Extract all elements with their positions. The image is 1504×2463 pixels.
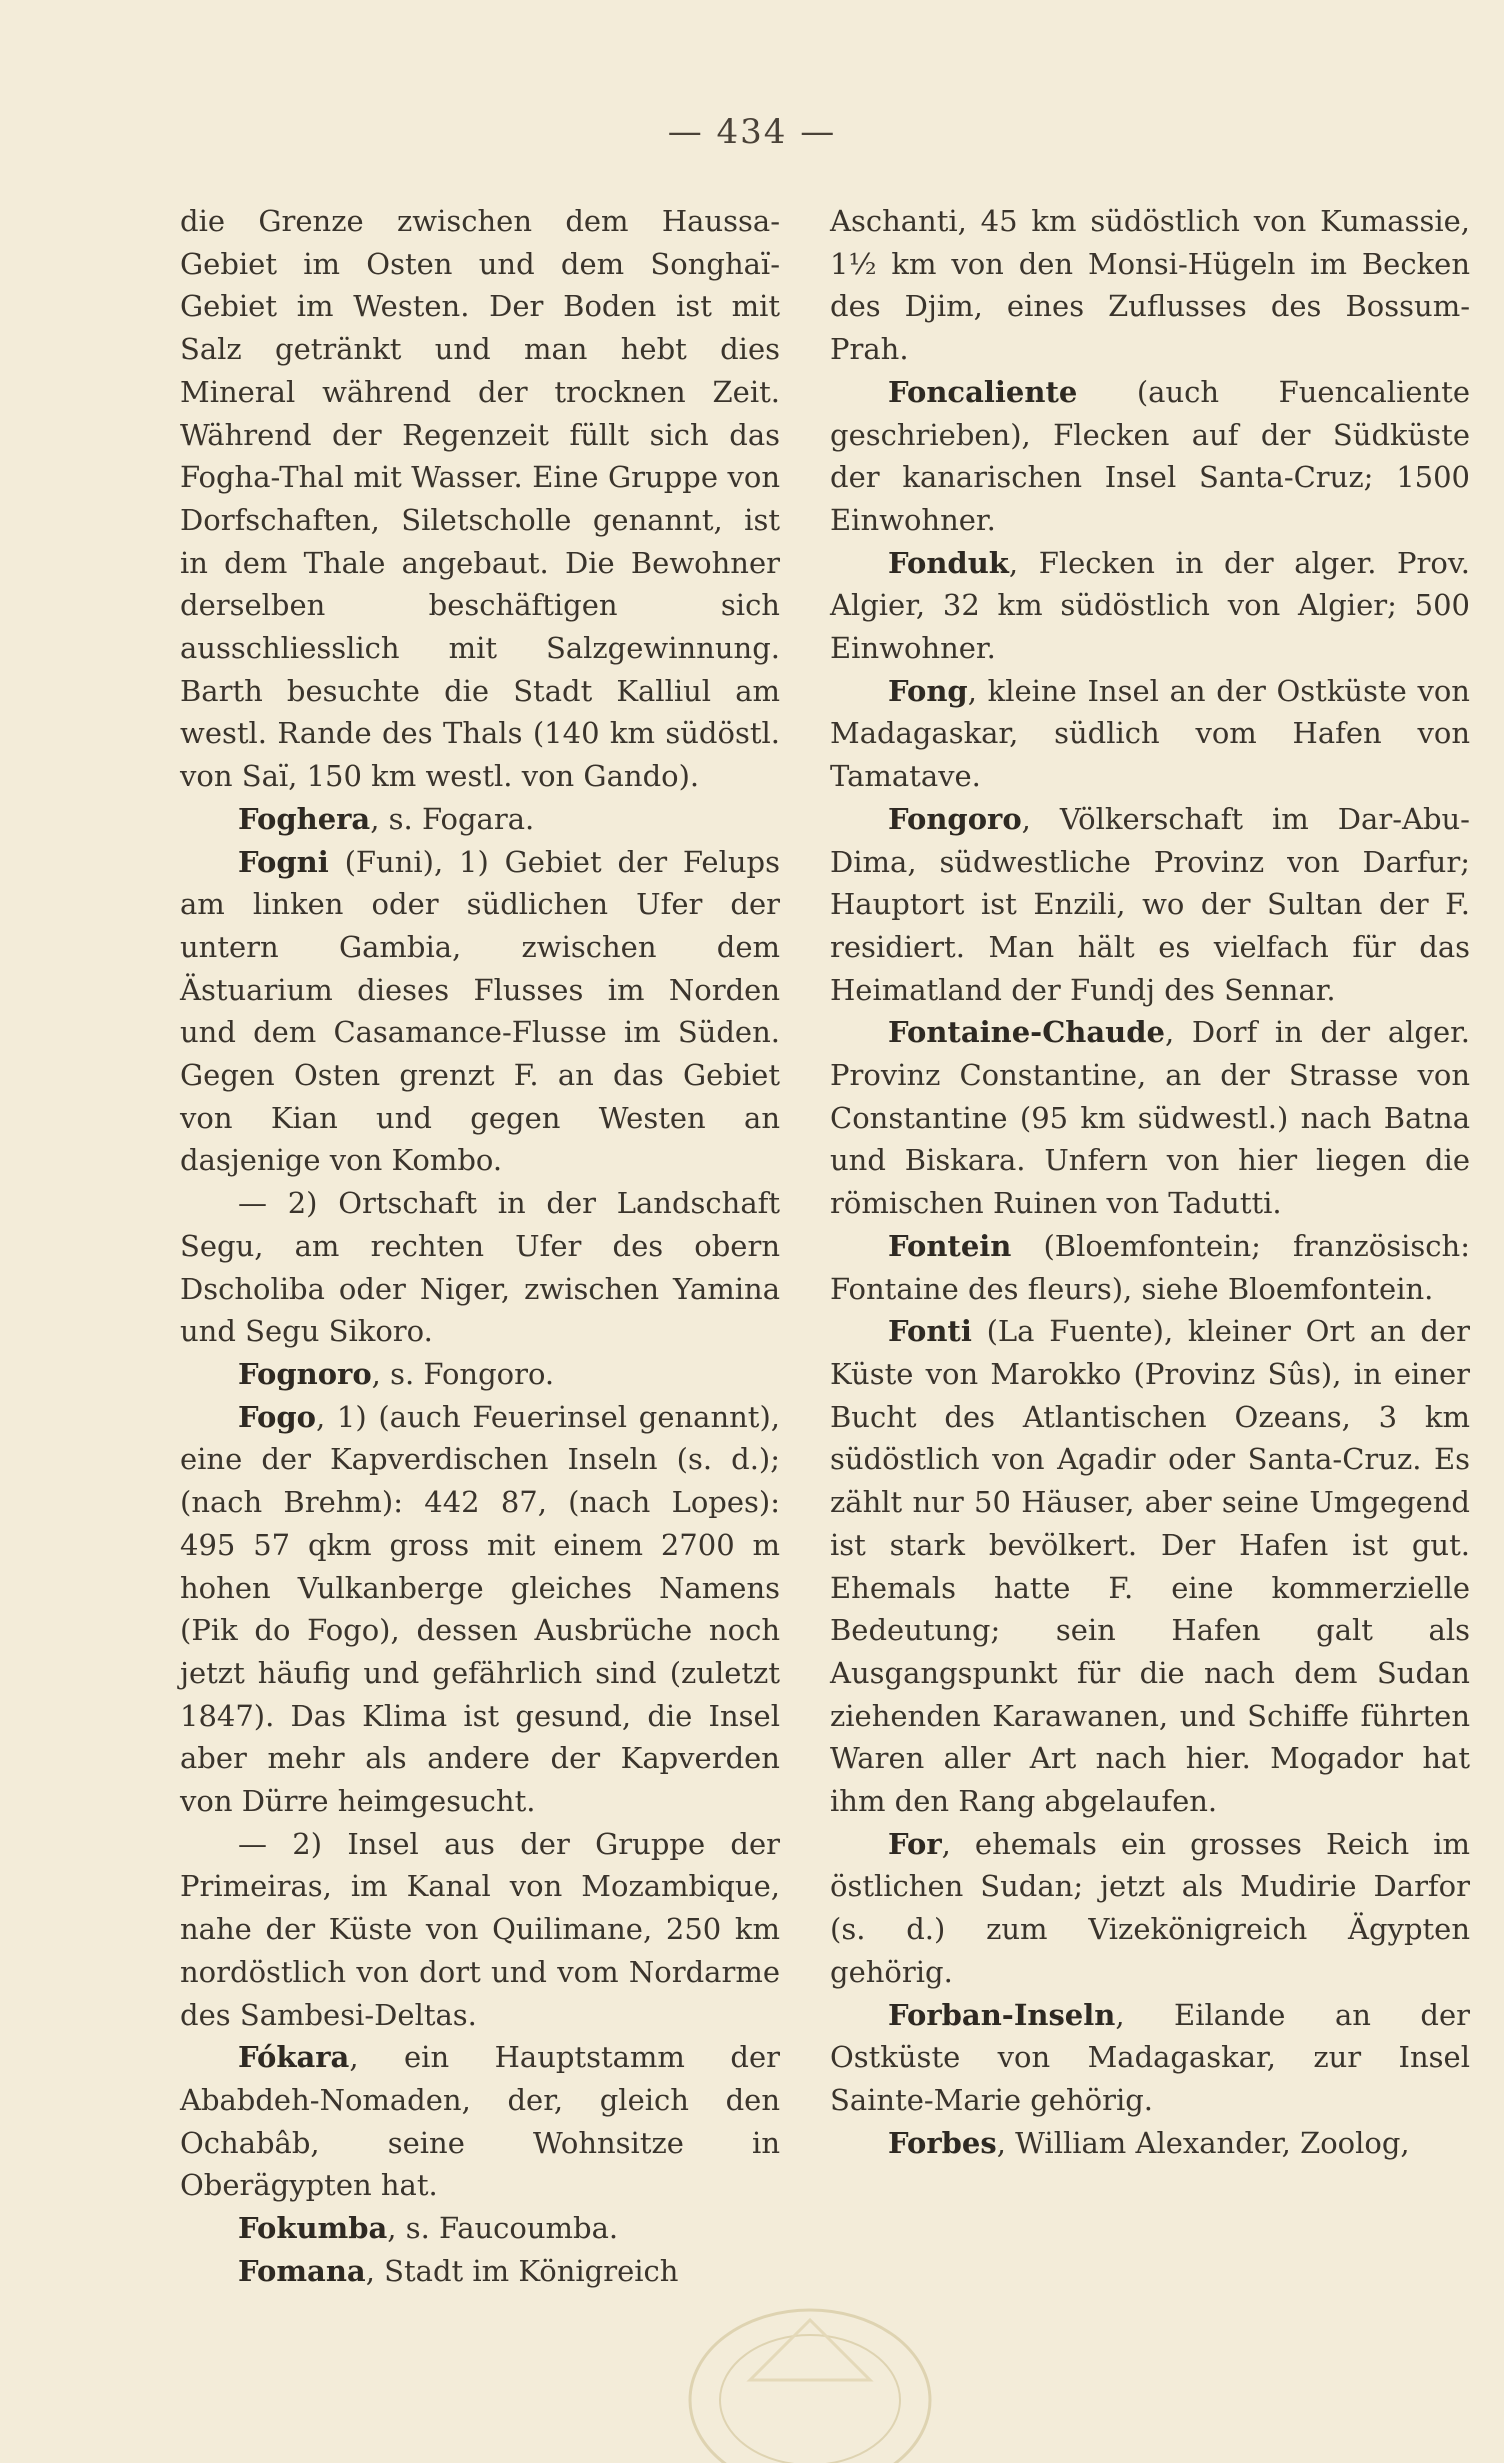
- dictionary-entry: [180, 1823, 780, 2037]
- dictionary-entry: [830, 1011, 1470, 1225]
- dictionary-entry: [180, 1396, 780, 1823]
- entry-text: , Völkerschaft im Dar-Abu-Dima, südwestliche Provinz von Darfur; Hauptort ist Enzili, wo der Sultan der F. residiert. Man hält es vielfach für das Heimatland der Fundj des Sennar.: [830, 801, 1470, 1007]
- entry-headword: Fokumba: [238, 2211, 388, 2246]
- entry-text: , Stadt im Königreich: [365, 2253, 679, 2288]
- entry-headword: Fomana: [238, 2253, 366, 2288]
- dictionary-entry: [180, 2036, 780, 2207]
- entry-text: , Eilande an der Ostküste von Madagaskar, zur Insel Sainte-Marie gehörig.: [830, 1997, 1470, 2117]
- entry-headword: Fonti: [888, 1314, 972, 1349]
- dictionary-entry: [830, 798, 1470, 1012]
- entry-text: , s. Fogara.: [370, 801, 535, 836]
- dictionary-entry: [830, 2122, 1470, 2165]
- dictionary-entry: [830, 371, 1470, 542]
- right-column: [830, 200, 1470, 2164]
- dictionary-entry: [180, 798, 780, 841]
- entry-text: , Flecken in der alger. Prov. Algier, 32 km südöstlich von Algier; 500 Einwohner.: [830, 545, 1470, 666]
- entry-headword: Fongoro: [888, 801, 1022, 836]
- entry-headword: Fogni: [238, 844, 329, 879]
- entry-headword: Fontaine-Chaude: [888, 1015, 1165, 1050]
- entry-text: — 2) Insel aus der Gruppe der Primeiras, im Kanal von Mozambique, nahe der Küste von Quilimane, 250 km nordöstlich von dort und vom Nordarme des Sambesi-Deltas.: [180, 1826, 780, 2032]
- entry-text: , Dorf in der alger. Provinz Constantine, an der Strasse von Constantine (95 km südwestl.) nach Batna und Biskara. Unfern von hier liegen die römischen Ruinen von Tadutti.: [830, 1015, 1470, 1221]
- entry-headword: For: [888, 1826, 942, 1861]
- dictionary-entry: [830, 1994, 1470, 2122]
- entry-headword: Fong: [888, 673, 968, 708]
- dictionary-entry: [830, 200, 1470, 371]
- entry-text: (auch Fuencaliente geschrieben), Flecken auf der Südküste der kanarischen Insel Santa-Cruz; 1500 Einwohner.: [830, 374, 1470, 537]
- entry-headword: Forbes: [888, 2125, 997, 2160]
- entry-headword: Fogo: [238, 1399, 316, 1434]
- dictionary-entry: [180, 841, 780, 1183]
- dictionary-entry: [830, 542, 1470, 670]
- dictionary-entry: [830, 1823, 1470, 1994]
- entry-text: , 1) (auch Feuerinsel genannt), eine der Kapverdischen Inseln (s. d.); (nach Brehm): 442 87, (nach Lopes): 495 57 qkm gross mit einem 2700 m hohen Vulkanberge gleiches Namens (Pik do Fogo), dessen Ausbrüche noch jetzt häufig und gefährlich sind (zuletzt 1847). Das Klima ist gesund, die Insel aber mehr als andere der Kapverden von Dürre heimgesucht.: [180, 1399, 780, 1819]
- entry-headword: Fontein: [888, 1228, 1012, 1263]
- dictionary-entry: [180, 1353, 780, 1396]
- entry-text: — 2) Ortschaft in der Landschaft Segu, am rechten Ufer des obern Dscholiba oder Niger, zwischen Yamina und Segu Sikoro.: [180, 1186, 780, 1349]
- dictionary-entry: [830, 1310, 1470, 1822]
- entry-text: (La Fuente), kleiner Ort an der Küste von Marokko (Provinz Sûs), in einer Bucht des Atlantischen Ozeans, 3 km südöstlich von Agadir oder Santa-Cruz. Es zählt nur 50 Häuser, aber seine Umgegend ist stark bevölkert. Der Hafen ist gut. Ehemals hatte F. eine kommerzielle Bedeutung; sein Hafen galt als Ausgangspunkt für die nach dem Sudan ziehenden Karawanen, und Schiffe führten Waren aller Art nach hier. Mogador hat ihm den Rang abgelaufen.: [830, 1314, 1470, 1819]
- entry-text: (Funi), 1) Gebiet der Felups am linken oder südlichen Ufer der untern Gambia, zwischen dem Ästuarium dieses Flusses im Norden und dem Casamance-Flusse im Süden. Gegen Osten grenzt F. an das Gebiet von Kian und gegen Westen an dasjenige von Kombo.: [180, 844, 780, 1178]
- dictionary-entry: [180, 2207, 780, 2250]
- entry-text: Aschanti, 45 km südöstlich von Kumassie, 1½ km von den Monsi-Hügeln im Becken des Djim, eines Zuflusses des Bossum-Prah.: [830, 204, 1470, 367]
- entry-headword: Foghera: [238, 801, 371, 836]
- entry-text: , s. Faucoumba.: [387, 2211, 619, 2246]
- entry-text: , ehemals ein grosses Reich im östlichen Sudan; jetzt als Mudirie Darfor (s. d.) zum Vizekönigreich Ägypten gehörig.: [830, 1826, 1470, 1989]
- left-column: [180, 200, 780, 2292]
- entry-text: die Grenze zwischen dem Haussa-Gebiet im Osten und dem Songhaï-Gebiet im Westen. Der Boden ist mit Salz getränkt und man hebt dies Mineral während der trocknen Zeit. Während der Regenzeit füllt sich das Fogha-Thal mit Wasser. Eine Gruppe von Dorfschaften, Siletscholle genannt, ist in dem Thale angebaut. Die Bewohner derselben beschäftigen sich ausschliesslich mit Salzgewinnung. Barth besuchte die Stadt Kalliul am westl. Rande des Thals (140 km südöstl. von Saï, 150 km westl. von Gando).: [180, 204, 780, 794]
- library-stamp-icon: [660, 2280, 960, 2463]
- entry-text: , kleine Insel an der Ostküste von Madagaskar, südlich vom Hafen von Tamatave.: [830, 673, 1470, 794]
- entry-headword: Fókara: [238, 2040, 350, 2075]
- entry-headword: Foncaliente: [888, 374, 1078, 409]
- dictionary-entry: [180, 1182, 780, 1353]
- entry-headword: Fonduk: [888, 545, 1009, 580]
- entry-headword: Forban-Inseln: [888, 1997, 1116, 2032]
- entry-text: , William Alexander, Zoolog,: [996, 2125, 1410, 2160]
- dictionary-entry: [830, 670, 1470, 798]
- entry-headword: Fognoro: [238, 1356, 372, 1391]
- page-number: — 434 —: [667, 112, 837, 152]
- dictionary-entry: [830, 1225, 1470, 1310]
- dictionary-entry: [180, 200, 780, 798]
- entry-text: , ein Hauptstamm der Ababdeh-Nomaden, der, gleich den Ochabâb, seine Wohnsitze in Oberägypten hat.: [180, 2040, 780, 2203]
- entry-text: , s. Fongoro.: [371, 1356, 555, 1391]
- entry-text: (Bloemfontein; französisch: Fontaine des fleurs), siehe Bloemfontein.: [830, 1228, 1470, 1306]
